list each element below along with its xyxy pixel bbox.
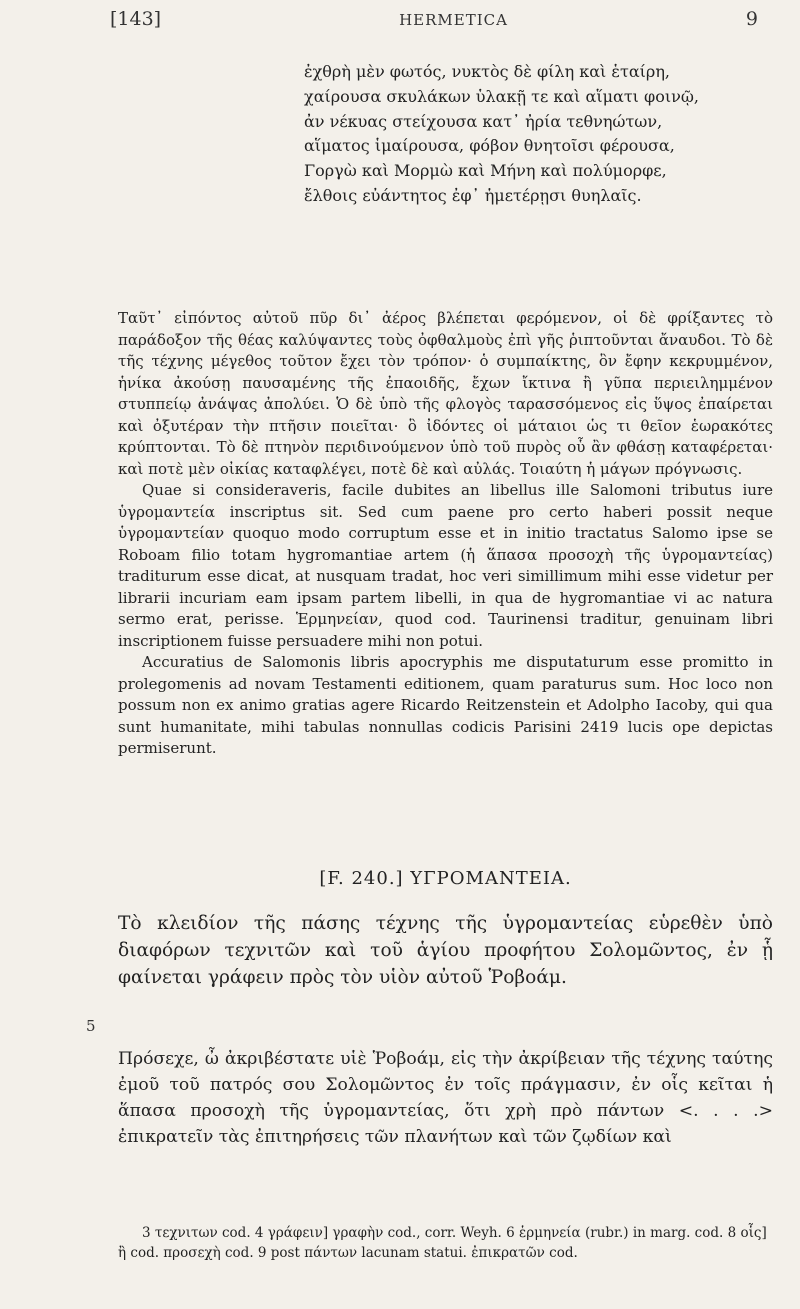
page-reference: [143] (110, 8, 162, 30)
verse-line: αἵματος ἱμαίρουσα, φόβον θνητοῖσι φέρουσα, (304, 136, 675, 156)
body-paragraph: Ταῦτ᾽ εἰπόντος αὐτοῦ πῦρ δι᾽ ἀέρος βλέπεται φερόμενον, οἱ δὲ φρίξαντες τὸ παράδοξον τῆς θέας καλύψαντες τοὺς ὀφθαλμοὺς ἐπὶ γῆς ῥιπτοῦνται ἄναυδοι. Τὸ δὲ τῆς τέχνης μέγεθος τοῦτον ἔχει τὸν τρόπον· ὁ συμπαίκτης, ὃν ἔφην κεκρυμμένον, ἡνίκα ἀκούσῃ παυσαμένης τῆς ἐπαοιδῆς, ἔχων ἴκτινα ἢ γῦπα περιειλημμένον στυππείῳ ἀνάψας ἀπολύει. Ὁ δὲ ὑπὸ τῆς φλογὸς ταρασσόμενος εἰς ὕψος ἐπαίρεται καὶ ὀξυτέραν τὴν πτῆσιν ποιεῖται· ὃ ἰδόντες οἱ μάταιοι ὡς τι θεῖον ἑωρακότες κρύπτονται. Τὸ δὲ πτηνὸν περιδινούμενον ὑπὸ τοῦ πυρὸς οὗ ἂν φθάσῃ καταφέρεται· καὶ ποτὲ μὲν οἰκίας καταφλέγει, ποτὲ δὲ καὶ αὐλάς. Τοιαύτη ἡ μάγων πρόγνωσις. (118, 309, 773, 478)
apparatus-criticus (118, 1223, 773, 1263)
line-number: 5 (86, 1017, 96, 1035)
verse-block (304, 60, 764, 209)
body-paragraph: Accuratius de Salomonis libris apocryphis me disputaturum esse promitto in prolegomenis ad novam Testamenti editionem, quam paraturus sum. Hoc loco non possum non ex animo gratias agere Ricardo Reitzenstein et Adolpho Iacoby, qui qua sunt humanitate, mihi tabulas nonnullas codicis Parisini 2419 lucis ope depictas permiserunt. (118, 653, 773, 757)
running-header (110, 8, 758, 38)
running-title: HERMETICA (399, 11, 508, 29)
verse-line: χαίρουσα σκυλάκων ὑλακῇ τε καὶ αἵματι φοινῷ, (304, 86, 699, 106)
opening-paragraph: Πρόσεχε, ὦ ἀκριβέστατε υἱὲ Ῥοβοάμ, εἰς τὴν ἀκρίβειαν τῆς τέχνης ταύτης ἐμοῦ τοῦ πατρός σου Σολομῶντος ἐν τοῖς πράγμασιν, ἐν οἷς κεῖται ἡ ἅπασα προσοχὴ τῆς ὑγρομαντείας, ὅτι χρὴ πρὸ πάντων <. . . .> ἐπικρατεῖν τὰς ἐπιτηρήσεις τῶν πλανήτων καὶ τῶν ζῳδίων καὶ (118, 1049, 773, 1147)
verse-line: ἐχθρὴ μὲν φωτός, νυκτὸς δὲ φίλη καὶ ἑταίρη, (304, 62, 670, 81)
verse-line: ἔλθοις εὐάντητος ἐφ᾽ ἡμετέρῃσι θυηλαῖς. (304, 185, 642, 205)
section-heading: [F. 240.] ΥΓΡΟΜΑΝΤΕΙΑ. (319, 868, 572, 889)
verse-line: Γοργὼ καὶ Μορμὼ καὶ Μήνη καὶ πολύμορφε, (304, 161, 667, 181)
verse-line: ἀν νέκυας στείχουσα κατ᾽ ἠρία τεθνηώτων, (304, 111, 663, 131)
treatise-title: Τὸ κλειδίον τῆς πάσης τέχνης τῆς ὑγρομαντείας εὑρεθὲν ὑπὸ διαφόρων τεχνιτῶν καὶ τοῦ ἁγίου προφήτου Σολομῶντος, ἐν ᾗ φαίνεται γράφειν πρὸς τὸν υἱὸν αὐτοῦ Ῥοβοάμ. (118, 913, 773, 988)
page-number: 9 (745, 8, 758, 30)
footnote-text: 3 τεχνιτων cod. 4 γράφειν] γραφὴν cod., corr. Weyh. 6 ἑρμηνεία (rubr.) in marg. cod. 8 οἷς] ἢ cod. προσεχὴ cod. 9 post πάντων lacunam statui. ἐπικρατῶν cod. (118, 1225, 767, 1261)
body-text (118, 308, 773, 760)
treatise-opening (118, 1046, 773, 1150)
body-paragraph: Quae si consideraveris, facile dubites an libellus ille Salomoni tributus iure ὑγρομαντεία inscriptus sit. Sed cum paene pro certo haberi possit neque ὑγρομαντείαν quoquo modo corruptum esse et in initio tractatus Salomo ipse se Roboam filio totam hygromantiae artem (ἡ ἅπασα προσοχὴ τῆς ὑγρομαντείας) traditurum esse dicat, at nusquam tradat, hoc veri simillimum mihi esse videtur per librarii incuriam eam ipsam partem libelli, in qua de hygromantiae vi ac natura sermo erat, perisse. Ἑρμηνείαν, quod cod. Taurinensi traditur, genuinam libri inscriptionem fuisse persuadere mihi non potui. (118, 481, 773, 650)
